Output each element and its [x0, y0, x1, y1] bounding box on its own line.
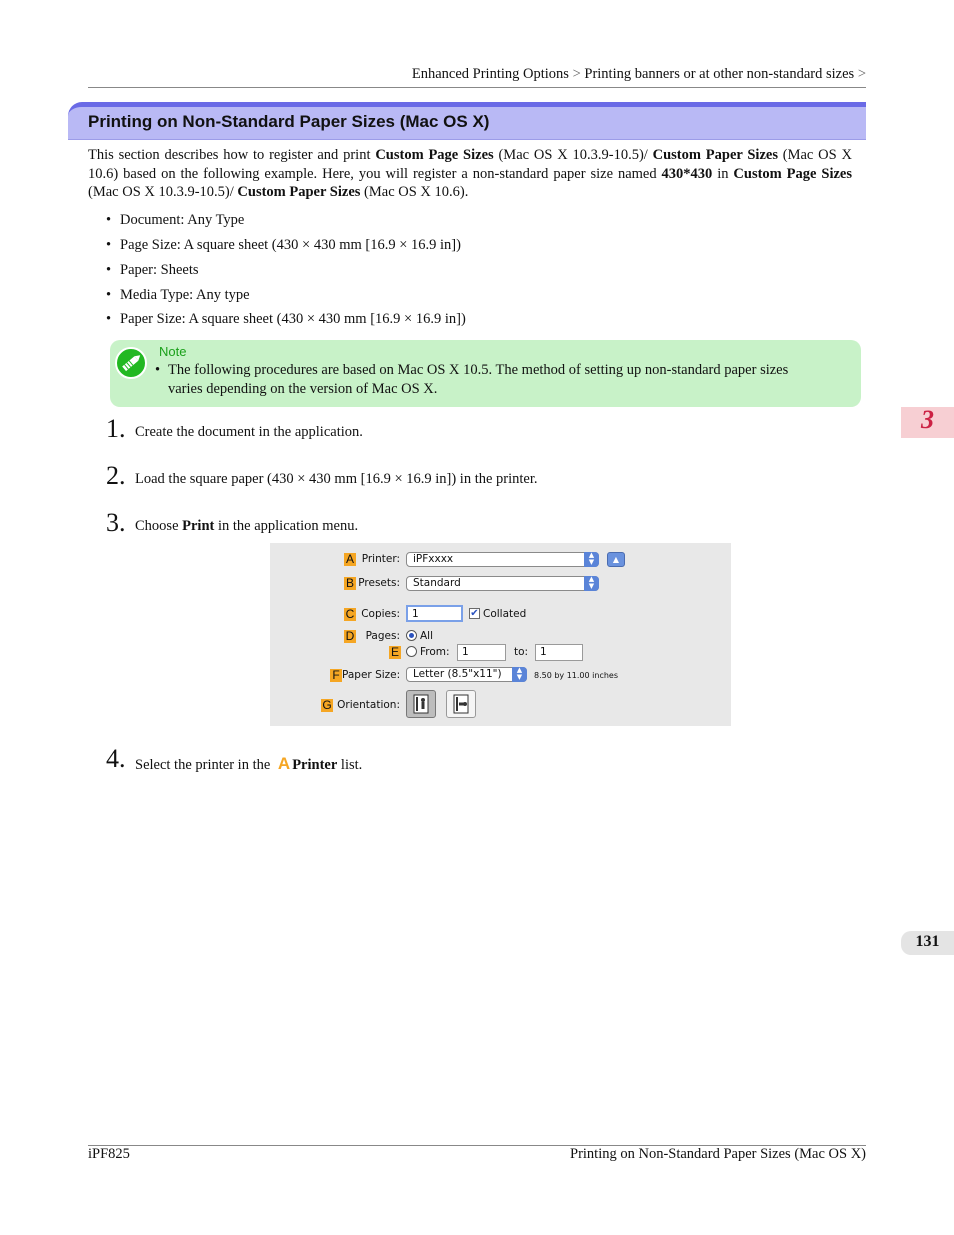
- disclosure-triangle-button[interactable]: [607, 552, 625, 567]
- collated-label: Collated: [483, 608, 527, 620]
- paper-size-label: Paper Size:: [342, 669, 401, 681]
- step-text: [135, 754, 362, 774]
- label-badge-g: G: [322, 698, 332, 712]
- list-item: [106, 237, 461, 254]
- checkmark-icon: ✔: [470, 608, 479, 619]
- bullet-dot: •: [106, 262, 112, 278]
- note-text: [155, 361, 853, 399]
- page-number: 131: [915, 933, 940, 950]
- footer-model: iPF825: [88, 1146, 130, 1162]
- intro-bold-custom-paper-sizes: Custom Paper Sizes: [652, 147, 778, 163]
- pages-label: Pages:: [365, 630, 400, 642]
- breadcrumb: [88, 66, 866, 83]
- paper-size-dimensions: 8.50 by 11.00 inches: [534, 671, 619, 680]
- intro-text-1: This section describes how to register and print: [88, 147, 376, 163]
- intro-text-6: (Mac OS X 10.6).: [360, 184, 469, 201]
- note-line-1: [155, 361, 853, 380]
- intro-text-5: (Mac OS X 10.3.9-10.5)/: [88, 184, 238, 201]
- step-number: 3.: [106, 508, 126, 537]
- step-number: 1.: [106, 414, 126, 443]
- list-item: [106, 287, 250, 304]
- bullet-dot: •: [106, 212, 112, 228]
- to-label: to:: [514, 646, 529, 658]
- step-text-post: list.: [337, 757, 363, 773]
- header-rule: [88, 87, 866, 88]
- bullet-dot: •: [106, 311, 112, 327]
- from-label: From:: [420, 646, 450, 658]
- intro-paragraph: [88, 146, 852, 202]
- orientation-landscape-button[interactable]: [446, 690, 476, 718]
- printer-label: Printer:: [361, 553, 400, 565]
- portrait-icon: [407, 691, 435, 717]
- popup-arrows-icon: ▲ ▼: [584, 576, 599, 591]
- list-item-text: Media Type: Any type: [120, 287, 250, 303]
- label-badge-e: E: [390, 645, 399, 659]
- intro-bold-size-name: 430*430: [661, 165, 713, 182]
- label-badge-c: C: [345, 607, 355, 621]
- triangle-up-icon: ▲: [612, 555, 620, 564]
- intro-text-4: in: [712, 165, 734, 182]
- intro-text-3: (Mac OS X 10.6) based on the following example. Here, you will register a non-standard paper size named: [88, 147, 852, 182]
- collated-checkbox[interactable]: [469, 608, 480, 619]
- presets-popup[interactable]: [406, 576, 599, 591]
- step-number: 2.: [106, 461, 126, 490]
- to-input[interactable]: 1: [535, 644, 583, 661]
- step-text: [135, 518, 358, 535]
- list-item: [106, 262, 199, 279]
- popup-arrows-icon: ▲ ▼: [512, 667, 527, 682]
- list-item-text: Page Size: A square sheet (430 × 430 mm [16.9 × 16.9 in]): [120, 237, 461, 253]
- print-dialog-screenshot: [270, 543, 731, 726]
- label-badge-a: A: [345, 552, 354, 566]
- section-title: Printing on Non-Standard Paper Sizes (Mac OS X): [88, 112, 490, 131]
- copies-input[interactable]: 1: [406, 605, 463, 622]
- bullet-dot: •: [106, 287, 112, 303]
- bullet-dot: •: [106, 237, 112, 253]
- chapter-number: 3: [921, 405, 934, 434]
- intro-bold-custom-page-sizes-2: Custom Page Sizes: [733, 165, 853, 182]
- intro-text-2: (Mac OS X 10.3.9-10.5)/: [493, 147, 653, 163]
- pages-from-radio[interactable]: [406, 646, 417, 657]
- note-bullet: •: [155, 362, 161, 378]
- paper-size-popup[interactable]: [406, 667, 527, 682]
- presets-value: Standard: [413, 577, 461, 589]
- breadcrumb-trail-separator: >: [857, 66, 866, 82]
- printer-value: iPFxxxx: [413, 553, 454, 565]
- step-text-pre: Choose: [135, 518, 183, 534]
- section-title-underline: [68, 139, 866, 140]
- copies-label: Copies:: [361, 608, 400, 620]
- pencil-note-icon: [114, 346, 148, 380]
- intro-bold-custom-page-sizes: Custom Page Sizes: [375, 147, 494, 163]
- step-text-bold: Print: [182, 518, 215, 534]
- step-text-post: in the application menu.: [214, 518, 359, 534]
- breadcrumb-item-banners[interactable]: Printing banners or at other non-standard sizes: [584, 66, 855, 82]
- step-text-pre: Select the printer in the: [135, 757, 274, 773]
- note-line-2: varies depending on the version of Mac OS X.: [168, 381, 438, 397]
- list-item-text: Paper: Sheets: [120, 262, 199, 278]
- pages-all-radio[interactable]: [406, 630, 417, 641]
- breadcrumb-item-enhanced-printing[interactable]: Enhanced Printing Options: [411, 66, 569, 82]
- step-number: 4.: [106, 744, 126, 773]
- from-input[interactable]: 1: [457, 644, 506, 661]
- pages-all-label: All: [420, 630, 434, 642]
- list-item-text: Document: Any Type: [120, 212, 245, 228]
- printer-popup[interactable]: [406, 552, 599, 567]
- label-badge-f: F: [330, 669, 342, 682]
- orientation-label: Orientation:: [337, 699, 400, 711]
- intro-bold-custom-paper-sizes-2: Custom Paper Sizes: [237, 184, 361, 201]
- list-item-text: Paper Size: A square sheet (430 × 430 mm [16.9 × 16.9 in]): [120, 311, 466, 327]
- step-text: Create the document in the application.: [135, 424, 363, 440]
- label-badge-d: D: [345, 629, 355, 643]
- landscape-icon: [447, 691, 475, 717]
- breadcrumb-separator: >: [572, 66, 581, 82]
- list-item: [106, 212, 244, 229]
- step-text-bold: Printer: [292, 757, 338, 773]
- presets-label: Presets:: [358, 577, 400, 589]
- label-badge-a-inline: A: [277, 754, 291, 773]
- step-text: Load the square paper (430 × 430 mm [16.9 × 16.9 in]) in the printer.: [135, 471, 538, 487]
- orientation-portrait-button[interactable]: [406, 690, 436, 718]
- popup-arrows-icon: ▲ ▼: [584, 552, 599, 567]
- footer-section-title: Printing on Non-Standard Paper Sizes (Mac OS X): [570, 1146, 866, 1162]
- label-badge-b: B: [345, 576, 354, 590]
- radio-selected-dot: [409, 633, 414, 638]
- paper-size-value: Letter (8.5"x11"): [413, 668, 502, 680]
- note-line-1-text: The following procedures are based on Mac OS X 10.5. The method of setting up non-standard paper sizes: [168, 362, 789, 378]
- list-item: [106, 311, 466, 328]
- note-label: Note: [159, 344, 187, 359]
